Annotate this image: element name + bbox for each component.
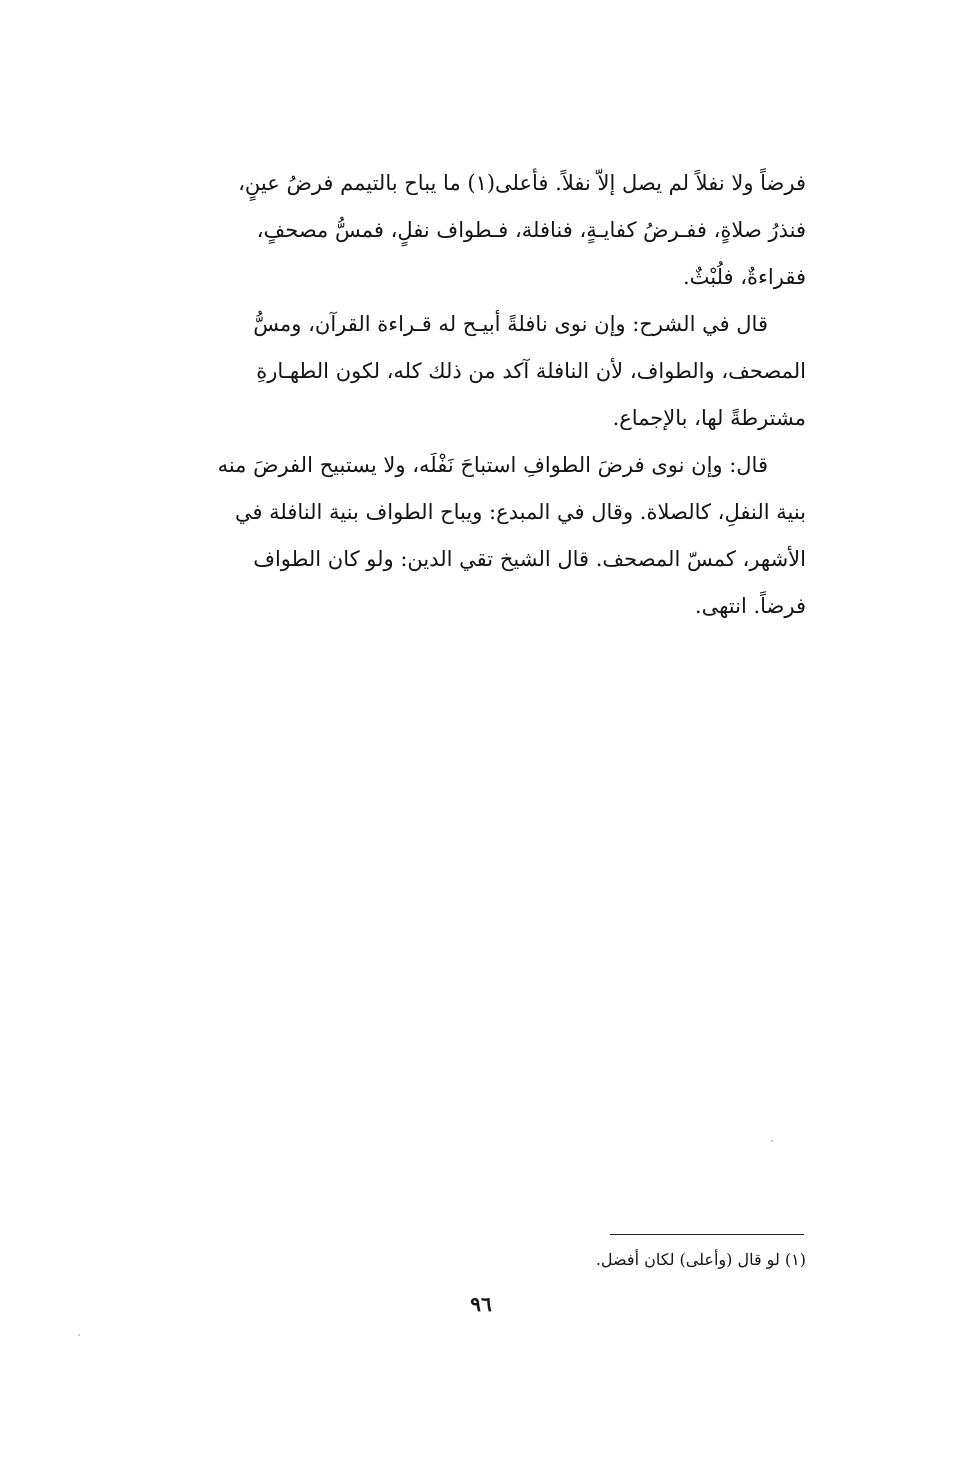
main-text	[138, 160, 806, 630]
text-line: فرضاً ولا نفلاً لم يصل إلاّ نفلاً. فأعلى(١) ما يباح بالتيمم فرضُ عينٍ،	[238, 171, 806, 195]
text-line: فرضاً. انتهى.	[694, 594, 806, 618]
text-line: فقراءةٌ، فلُبْثٌ.	[682, 265, 806, 289]
text-line: بنية النفلِ، كالصلاة. وقال في المبدع: ويباح الطواف بنية النافلة في	[234, 500, 806, 524]
text-line: الأشهر، كمسّ المصحف. قال الشيخ تقي الدين: ولو كان الطواف	[253, 547, 806, 571]
text-line: قال في الشرح: وإن نوى نافلةً أبيـح له قـراءة القرآن، ومسُّ	[253, 312, 768, 336]
page-number: ٩٦	[470, 1292, 492, 1316]
scan-speck	[771, 1140, 773, 1142]
paragraph-2	[138, 301, 806, 442]
text-line: فنذرُ صلاةٍ، ففـرضُ كفايـةٍ، فنافلة، فـطواف نفلٍ، فمسُّ مصحفٍ،	[256, 218, 806, 242]
footnote-divider	[610, 1234, 804, 1235]
footnote: (١) لو قال (وأعلى) لكان أفضل.	[595, 1250, 806, 1269]
paragraph-1	[138, 160, 806, 301]
text-line: قال: وإن نوى فرضَ الطوافِ استباحَ نَفْلَه، ولا يستبيح الفرضَ منه	[217, 453, 768, 477]
text-line: مشترطةً لها، بالإجماع.	[612, 406, 806, 430]
text-line: المصحف، والطواف، لأن النافلة آكد من ذلك كله، لكون الطهـارةِ	[256, 359, 806, 383]
scan-speck	[78, 1334, 80, 1336]
paragraph-3	[138, 442, 806, 630]
